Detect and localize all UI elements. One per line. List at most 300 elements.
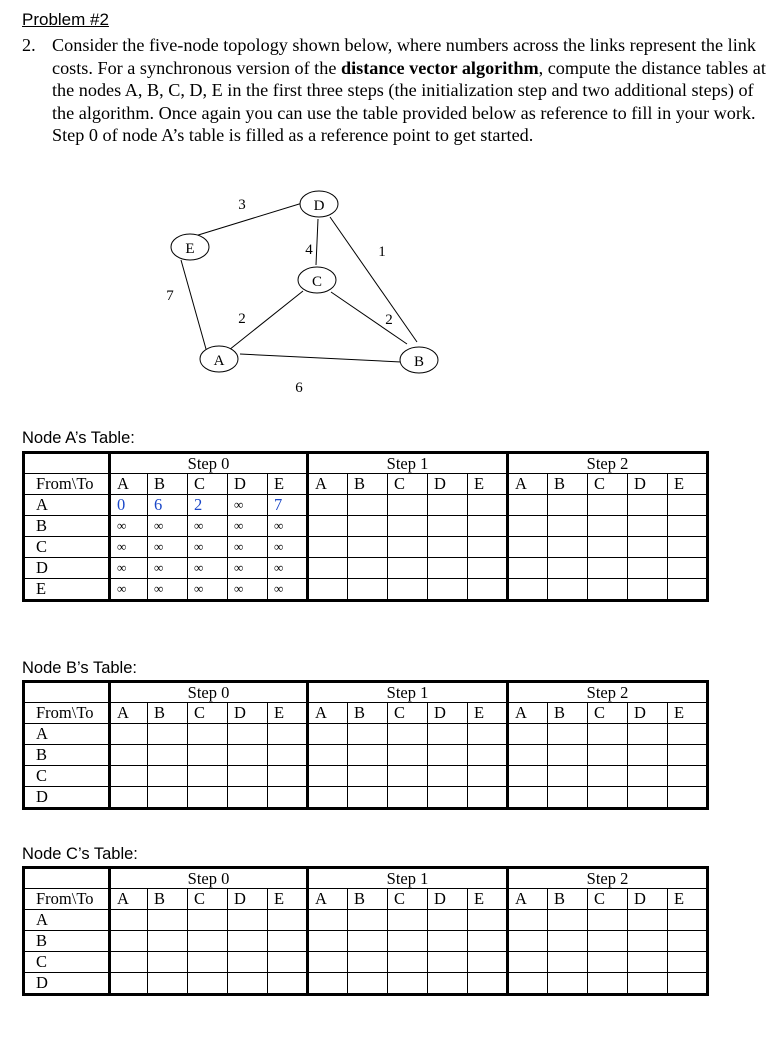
step-header: Step 0 <box>110 868 308 889</box>
cost-a-b: 6 <box>295 380 303 396</box>
distance-cell[interactable]: 0 <box>110 495 148 516</box>
distance-cell[interactable] <box>628 952 668 973</box>
column-header: D <box>428 474 468 495</box>
column-header: D <box>628 889 668 910</box>
distance-cell[interactable] <box>148 724 188 745</box>
distance-cell[interactable] <box>148 787 188 809</box>
distance-cell[interactable] <box>548 579 588 601</box>
distance-cell[interactable] <box>388 724 428 745</box>
distance-cell[interactable] <box>508 787 548 809</box>
column-header: C <box>388 474 428 495</box>
row-header: C <box>24 952 110 973</box>
column-header: D <box>428 889 468 910</box>
distance-cell[interactable] <box>308 931 348 952</box>
distance-cell[interactable] <box>428 766 468 787</box>
distance-cell[interactable] <box>468 973 508 995</box>
distance-cell[interactable] <box>588 952 628 973</box>
distance-cell[interactable] <box>110 910 148 931</box>
column-header: C <box>588 703 628 724</box>
distance-cell[interactable]: ∞ <box>148 579 188 601</box>
distance-cell[interactable] <box>508 516 548 537</box>
distance-cell[interactable] <box>228 973 268 995</box>
node-b-label: B <box>413 354 425 370</box>
distance-cell[interactable] <box>388 495 428 516</box>
distance-cell[interactable] <box>428 931 468 952</box>
column-header: B <box>148 889 188 910</box>
distance-cell[interactable] <box>428 787 468 809</box>
column-header-row <box>24 474 708 495</box>
distance-cell[interactable]: ∞ <box>148 516 188 537</box>
column-header: C <box>388 703 428 724</box>
distance-cell[interactable] <box>628 910 668 931</box>
problem-number: 2. <box>22 35 36 55</box>
distance-cell[interactable] <box>268 910 308 931</box>
table-row <box>24 495 708 516</box>
distance-cell[interactable] <box>348 931 388 952</box>
node-b-distance-table <box>22 680 709 810</box>
distance-cell[interactable] <box>110 952 148 973</box>
cost-a-c: 2 <box>238 311 246 327</box>
distance-cell[interactable] <box>228 931 268 952</box>
distance-cell[interactable]: ∞ <box>188 537 228 558</box>
distance-cell[interactable] <box>628 766 668 787</box>
distance-cell[interactable]: ∞ <box>110 579 148 601</box>
column-header: A <box>110 703 148 724</box>
distance-cell[interactable] <box>628 931 668 952</box>
column-header: E <box>268 474 308 495</box>
distance-cell[interactable] <box>588 910 628 931</box>
distance-cell[interactable] <box>388 579 428 601</box>
distance-cell[interactable] <box>588 745 628 766</box>
distance-cell[interactable] <box>388 537 428 558</box>
column-header: C <box>188 703 228 724</box>
row-header: B <box>24 745 110 766</box>
distance-cell[interactable] <box>628 973 668 995</box>
distance-cell[interactable] <box>548 745 588 766</box>
header-blank-cell <box>24 682 110 703</box>
row-header: A <box>24 724 110 745</box>
distance-cell[interactable] <box>268 745 308 766</box>
distance-cell[interactable] <box>348 745 388 766</box>
distance-cell[interactable] <box>508 579 548 601</box>
distance-cell[interactable] <box>548 952 588 973</box>
column-header: B <box>548 889 588 910</box>
distance-cell[interactable]: ∞ <box>110 516 148 537</box>
distance-cell[interactable] <box>548 910 588 931</box>
column-header: A <box>110 889 148 910</box>
problem-heading: Problem #2 <box>22 10 109 29</box>
distance-cell[interactable] <box>548 516 588 537</box>
cost-e-a: 7 <box>166 288 174 304</box>
cost-d-b: 1 <box>378 244 386 260</box>
distance-cell[interactable] <box>388 952 428 973</box>
distance-cell[interactable] <box>148 766 188 787</box>
distance-cell[interactable]: 6 <box>148 495 188 516</box>
distance-cell[interactable]: ∞ <box>228 579 268 601</box>
distance-cell[interactable] <box>428 910 468 931</box>
step-header: Step 0 <box>110 453 308 474</box>
distance-cell[interactable] <box>468 495 508 516</box>
distance-cell[interactable] <box>468 745 508 766</box>
from-to-header: From\To <box>24 889 110 910</box>
column-header-row <box>24 889 708 910</box>
distance-cell[interactable] <box>628 537 668 558</box>
distance-cell[interactable] <box>188 745 228 766</box>
table-row <box>24 787 708 809</box>
from-to-header: From\To <box>24 474 110 495</box>
node-a-label: A <box>213 353 225 369</box>
distance-cell[interactable]: ∞ <box>268 537 308 558</box>
step-header-row <box>24 453 708 474</box>
distance-cell[interactable] <box>388 973 428 995</box>
node-a-distance-table <box>22 451 709 602</box>
node-e-label: E <box>185 241 195 257</box>
distance-cell[interactable] <box>188 973 228 995</box>
row-header: A <box>24 495 110 516</box>
distance-cell[interactable] <box>348 766 388 787</box>
distance-cell[interactable] <box>588 558 628 579</box>
distance-cell[interactable] <box>428 724 468 745</box>
distance-cell[interactable] <box>588 537 628 558</box>
distance-cell[interactable]: ∞ <box>148 537 188 558</box>
step-header-row <box>24 682 708 703</box>
column-header: B <box>548 474 588 495</box>
column-header: B <box>148 474 188 495</box>
distance-cell[interactable] <box>588 579 628 601</box>
distance-cell[interactable] <box>468 910 508 931</box>
column-header: D <box>228 889 268 910</box>
distance-cell[interactable] <box>428 973 468 995</box>
distance-cell[interactable] <box>348 537 388 558</box>
distance-cell[interactable] <box>348 910 388 931</box>
node-a-table-label: Node A’s Table: <box>22 429 135 447</box>
distance-cell[interactable] <box>308 766 348 787</box>
step-header: Step 1 <box>308 868 508 889</box>
distance-cell[interactable] <box>348 724 388 745</box>
distance-cell[interactable] <box>308 973 348 995</box>
distance-cell[interactable]: ∞ <box>110 537 148 558</box>
row-header: B <box>24 931 110 952</box>
distance-cell[interactable] <box>508 952 548 973</box>
distance-cell[interactable] <box>628 558 668 579</box>
column-header: D <box>628 703 668 724</box>
distance-cell[interactable] <box>308 516 348 537</box>
distance-cell[interactable] <box>548 495 588 516</box>
distance-cell[interactable] <box>228 766 268 787</box>
distance-cell[interactable] <box>428 745 468 766</box>
distance-cell[interactable] <box>268 787 308 809</box>
column-header: E <box>268 703 308 724</box>
distance-cell[interactable] <box>428 537 468 558</box>
distance-cell[interactable] <box>668 973 708 995</box>
distance-cell[interactable] <box>468 724 508 745</box>
distance-cell[interactable] <box>148 745 188 766</box>
distance-cell[interactable] <box>348 579 388 601</box>
distance-cell[interactable] <box>628 516 668 537</box>
distance-cell[interactable] <box>388 910 428 931</box>
distance-cell[interactable] <box>268 973 308 995</box>
network-topology-diagram <box>0 180 778 405</box>
distance-cell[interactable] <box>668 952 708 973</box>
distance-cell[interactable] <box>668 910 708 931</box>
header-blank-cell <box>24 453 110 474</box>
link-c-b <box>331 292 407 344</box>
distance-cell[interactable]: ∞ <box>228 516 268 537</box>
distance-cell[interactable]: ∞ <box>188 579 228 601</box>
distance-cell[interactable]: ∞ <box>228 495 268 516</box>
distance-cell[interactable] <box>668 931 708 952</box>
distance-cell[interactable] <box>110 931 148 952</box>
distance-cell[interactable] <box>508 537 548 558</box>
row-header: D <box>24 558 110 579</box>
distance-cell[interactable] <box>308 579 348 601</box>
cost-c-d: 4 <box>305 242 313 258</box>
distance-cell[interactable] <box>548 766 588 787</box>
distance-cell[interactable] <box>508 910 548 931</box>
distance-cell[interactable] <box>668 558 708 579</box>
distance-cell[interactable] <box>188 952 228 973</box>
distance-cell[interactable] <box>668 724 708 745</box>
distance-cell[interactable] <box>348 495 388 516</box>
row-header: D <box>24 973 110 995</box>
distance-cell[interactable] <box>588 931 628 952</box>
distance-cell[interactable] <box>668 745 708 766</box>
distance-cell[interactable] <box>308 787 348 809</box>
distance-cell[interactable]: ∞ <box>188 558 228 579</box>
step-header: Step 2 <box>508 868 708 889</box>
cost-e-d: 3 <box>238 197 246 213</box>
distance-cell[interactable] <box>348 952 388 973</box>
distance-cell[interactable] <box>668 537 708 558</box>
distance-cell[interactable] <box>428 952 468 973</box>
column-header: D <box>628 474 668 495</box>
column-header: B <box>348 889 388 910</box>
distance-cell[interactable] <box>548 558 588 579</box>
distance-cell[interactable] <box>508 495 548 516</box>
distance-cell[interactable] <box>428 579 468 601</box>
distance-cell[interactable] <box>110 973 148 995</box>
distance-cell[interactable] <box>228 952 268 973</box>
row-header: E <box>24 579 110 601</box>
distance-cell[interactable]: ∞ <box>228 537 268 558</box>
from-to-header: From\To <box>24 703 110 724</box>
table-row <box>24 537 708 558</box>
distance-cell[interactable] <box>468 787 508 809</box>
distance-cell[interactable] <box>508 766 548 787</box>
distance-cell[interactable] <box>628 787 668 809</box>
distance-cell[interactable]: ∞ <box>110 558 148 579</box>
distance-cell[interactable] <box>428 558 468 579</box>
distance-cell[interactable] <box>388 787 428 809</box>
distance-cell[interactable] <box>588 973 628 995</box>
table-row <box>24 745 708 766</box>
distance-cell[interactable]: ∞ <box>228 558 268 579</box>
distance-cell[interactable] <box>628 579 668 601</box>
distance-cell[interactable] <box>308 910 348 931</box>
column-header: C <box>188 889 228 910</box>
link-c-d <box>316 219 318 265</box>
distance-cell[interactable] <box>228 910 268 931</box>
header-blank-cell <box>24 868 110 889</box>
column-header: E <box>668 889 708 910</box>
table-row <box>24 931 708 952</box>
row-header: C <box>24 537 110 558</box>
column-header: A <box>508 889 548 910</box>
distance-cell[interactable] <box>388 558 428 579</box>
distance-cell[interactable] <box>348 973 388 995</box>
distance-cell[interactable]: ∞ <box>268 516 308 537</box>
column-header-row <box>24 703 708 724</box>
distance-cell[interactable] <box>268 724 308 745</box>
distance-cell[interactable] <box>628 495 668 516</box>
node-c-distance-table <box>22 866 709 996</box>
distance-cell[interactable] <box>148 952 188 973</box>
distance-cell[interactable] <box>468 952 508 973</box>
distance-cell[interactable] <box>548 724 588 745</box>
distance-cell[interactable] <box>268 931 308 952</box>
column-header: C <box>188 474 228 495</box>
distance-cell[interactable] <box>588 766 628 787</box>
distance-cell[interactable] <box>548 931 588 952</box>
distance-cell[interactable] <box>668 579 708 601</box>
step-header-row <box>24 868 708 889</box>
distance-cell[interactable] <box>508 745 548 766</box>
distance-cell[interactable] <box>348 516 388 537</box>
distance-cell[interactable] <box>188 931 228 952</box>
column-header: A <box>110 474 148 495</box>
distance-cell[interactable]: ∞ <box>148 558 188 579</box>
column-header: D <box>228 474 268 495</box>
column-header: B <box>348 474 388 495</box>
distance-cell[interactable] <box>468 766 508 787</box>
column-header: B <box>348 703 388 724</box>
distance-cell[interactable] <box>388 766 428 787</box>
table-row <box>24 910 708 931</box>
column-header: A <box>308 474 348 495</box>
distance-cell[interactable] <box>388 516 428 537</box>
distance-cell[interactable] <box>148 973 188 995</box>
distance-cell[interactable] <box>110 766 148 787</box>
distance-cell[interactable] <box>308 495 348 516</box>
distance-cell[interactable] <box>588 516 628 537</box>
link-e-a <box>181 260 206 349</box>
distance-cell[interactable]: ∞ <box>188 516 228 537</box>
node-c-table-label: Node C’s Table: <box>22 845 138 863</box>
column-header: E <box>468 474 508 495</box>
distance-cell[interactable] <box>228 724 268 745</box>
distance-cell[interactable] <box>308 724 348 745</box>
distance-cell[interactable]: 7 <box>268 495 308 516</box>
distance-cell[interactable] <box>308 952 348 973</box>
column-header: B <box>548 703 588 724</box>
distance-cell[interactable] <box>228 787 268 809</box>
table-row <box>24 724 708 745</box>
distance-cell[interactable] <box>428 495 468 516</box>
distance-cell[interactable] <box>268 766 308 787</box>
distance-cell[interactable] <box>468 537 508 558</box>
distance-cell[interactable] <box>268 952 308 973</box>
distance-cell[interactable] <box>188 787 228 809</box>
table-row <box>24 973 708 995</box>
distance-cell[interactable] <box>628 724 668 745</box>
distance-cell[interactable] <box>548 787 588 809</box>
distance-cell[interactable] <box>548 537 588 558</box>
distance-cell[interactable] <box>110 787 148 809</box>
distance-cell[interactable] <box>148 910 188 931</box>
distance-cell[interactable] <box>348 787 388 809</box>
link-a-b <box>240 354 401 362</box>
distance-cell[interactable]: 2 <box>188 495 228 516</box>
distance-cell[interactable] <box>148 931 188 952</box>
distance-cell[interactable] <box>110 724 148 745</box>
distance-cell[interactable] <box>468 558 508 579</box>
column-header: E <box>668 474 708 495</box>
distance-cell[interactable] <box>548 973 588 995</box>
node-c-label: C <box>311 274 323 290</box>
table-row <box>24 579 708 601</box>
distance-cell[interactable] <box>308 558 348 579</box>
column-header: C <box>388 889 428 910</box>
distance-cell[interactable] <box>508 973 548 995</box>
step-header: Step 2 <box>508 682 708 703</box>
table-row <box>24 516 708 537</box>
distance-cell[interactable]: ∞ <box>268 579 308 601</box>
distance-cell[interactable] <box>110 745 148 766</box>
problem-text <box>52 34 774 147</box>
distance-cell[interactable] <box>228 745 268 766</box>
distance-cell[interactable] <box>348 558 388 579</box>
distance-cell[interactable] <box>308 745 348 766</box>
distance-cell[interactable] <box>508 931 548 952</box>
column-header: E <box>668 703 708 724</box>
table-row <box>24 952 708 973</box>
distance-cell[interactable] <box>388 931 428 952</box>
distance-cell[interactable] <box>188 910 228 931</box>
distance-cell[interactable] <box>508 724 548 745</box>
row-header: C <box>24 766 110 787</box>
row-header: A <box>24 910 110 931</box>
problem-statement <box>22 34 774 147</box>
distance-cell[interactable] <box>468 931 508 952</box>
distance-cell[interactable] <box>668 766 708 787</box>
node-b-table-label: Node B’s Table: <box>22 659 137 677</box>
distance-cell[interactable] <box>668 787 708 809</box>
distance-cell[interactable] <box>588 724 628 745</box>
step-header: Step 0 <box>110 682 308 703</box>
distance-cell[interactable] <box>468 516 508 537</box>
row-header: D <box>24 787 110 809</box>
distance-cell[interactable] <box>668 495 708 516</box>
problem-text-emphasis: distance vector algorithm <box>340 57 539 78</box>
distance-cell[interactable] <box>508 558 548 579</box>
distance-cell[interactable]: ∞ <box>268 558 308 579</box>
distance-cell[interactable] <box>668 516 708 537</box>
distance-cell[interactable] <box>308 537 348 558</box>
distance-cell[interactable] <box>468 579 508 601</box>
distance-cell[interactable] <box>188 766 228 787</box>
column-header: A <box>508 703 548 724</box>
distance-cell[interactable] <box>188 724 228 745</box>
column-header: C <box>588 889 628 910</box>
problem-text-after: , compute the distance tables at the nodes A, B, C, D, E in the first three steps (the initialization step and two additional steps) of the algorithm. Once again you can use the table provided below as reference to fill in your work. Step 0 of node A’s table is filled as a reference point to get started. <box>52 57 766 145</box>
distance-cell[interactable] <box>628 745 668 766</box>
distance-cell[interactable] <box>388 745 428 766</box>
column-header: D <box>428 703 468 724</box>
node-d-label: D <box>313 198 325 214</box>
distance-cell[interactable] <box>588 787 628 809</box>
distance-cell[interactable] <box>428 516 468 537</box>
distance-cell[interactable] <box>588 495 628 516</box>
